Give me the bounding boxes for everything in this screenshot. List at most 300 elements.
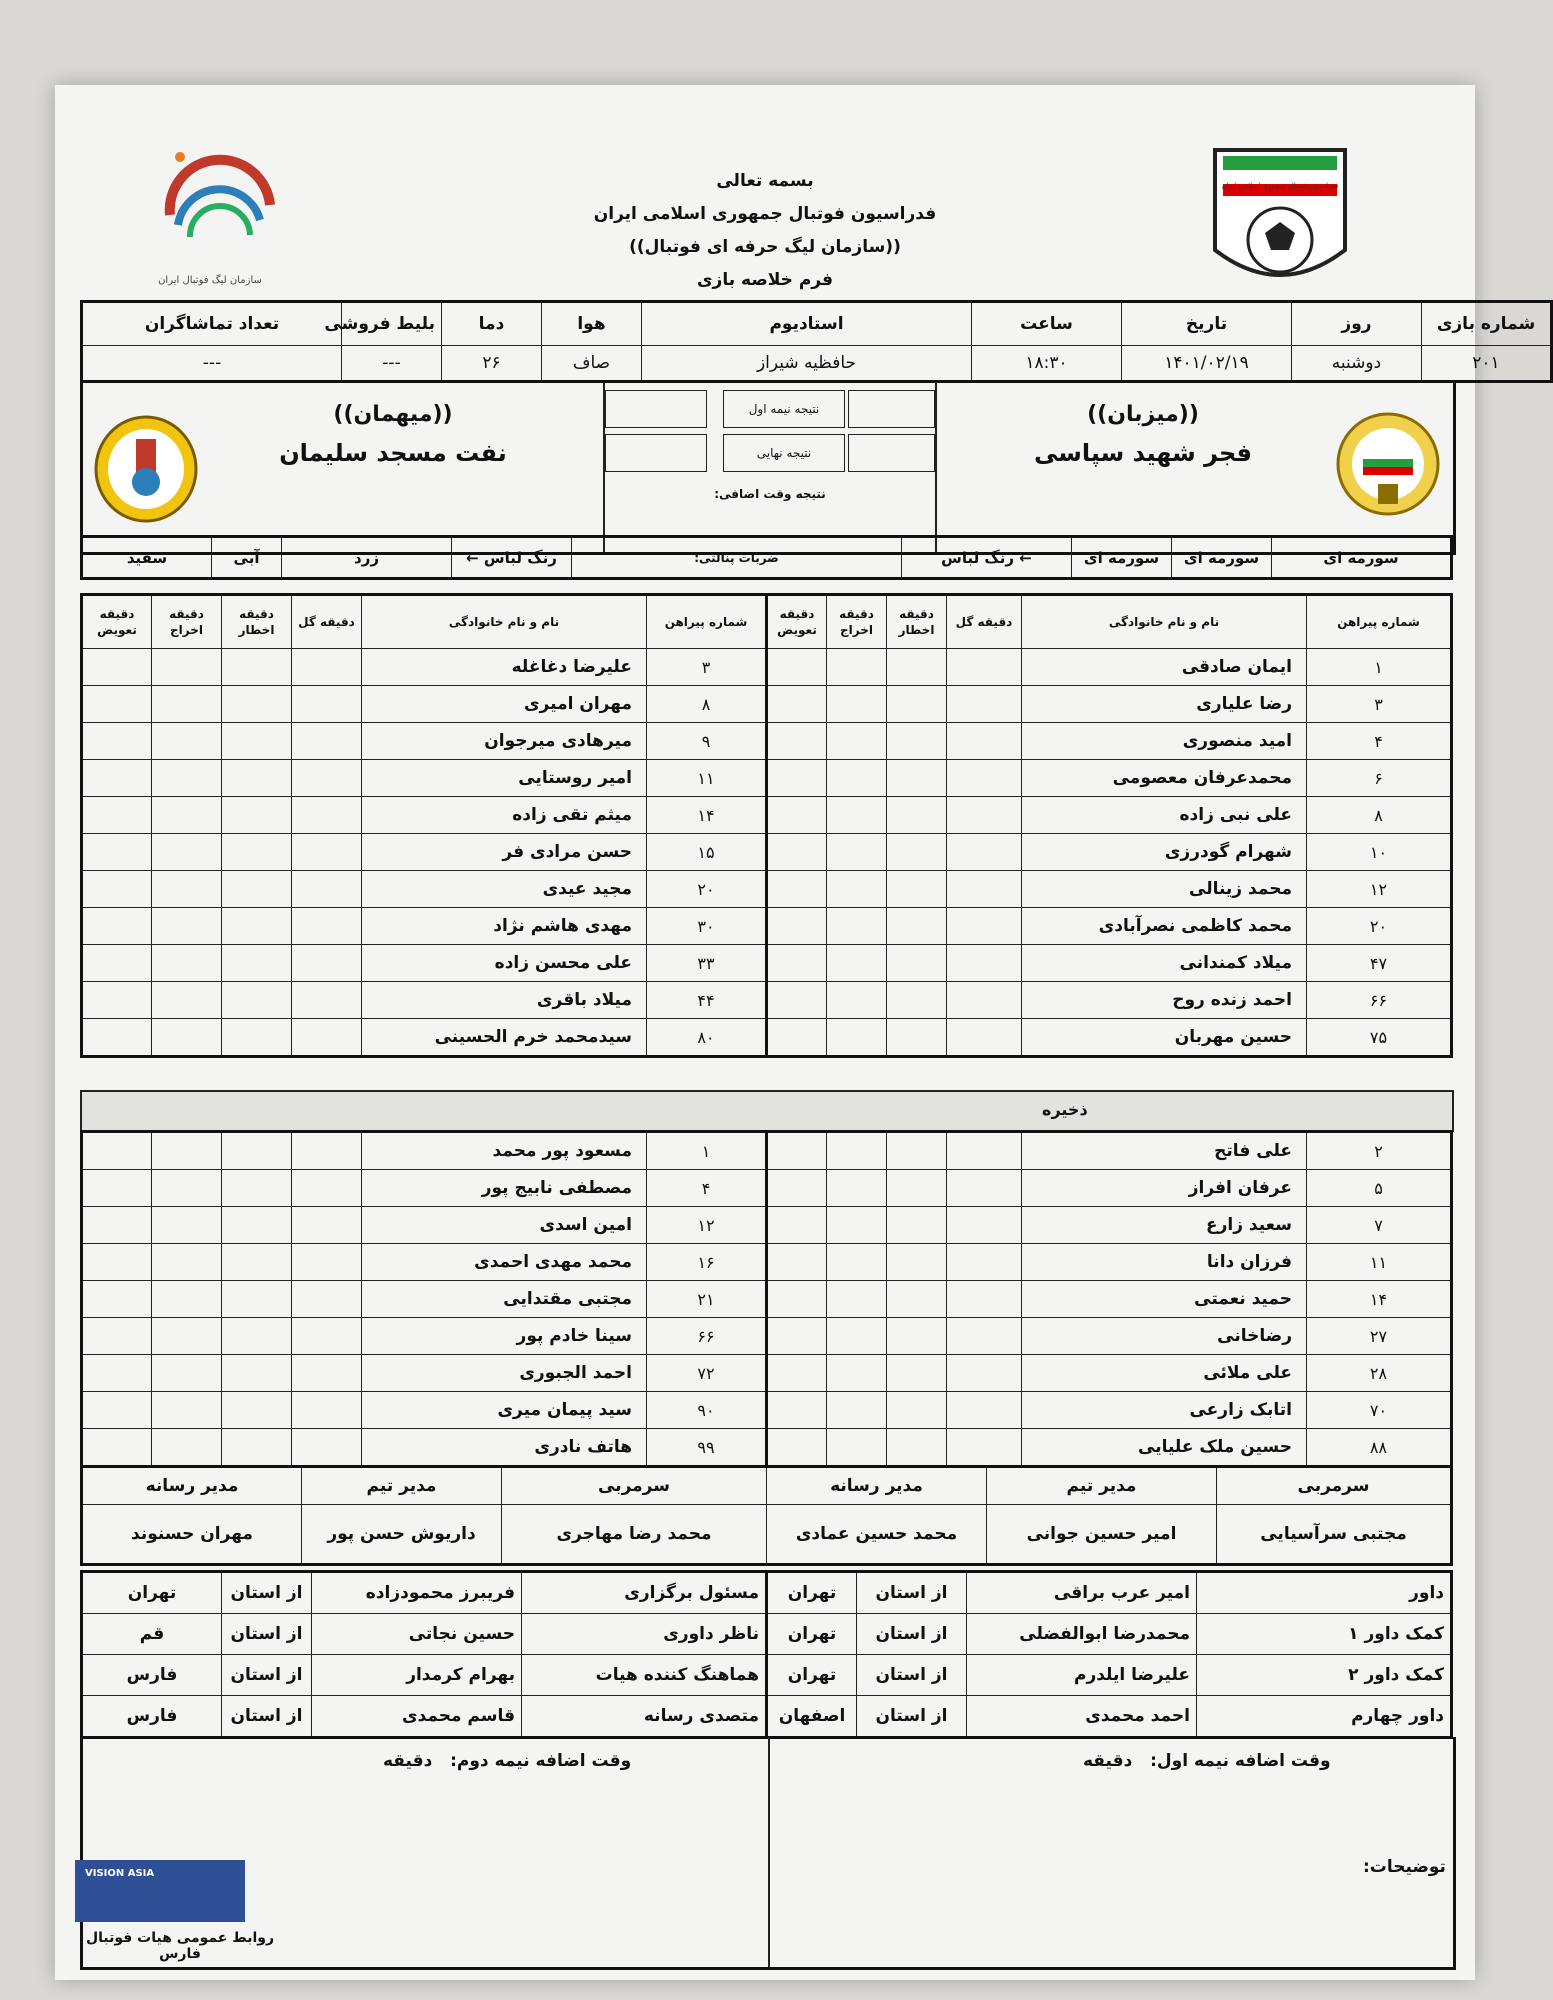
home-manager-name: امیر حسین جوانی xyxy=(987,1505,1217,1565)
home-player-number: ۳ xyxy=(1307,686,1452,723)
home-reserve-warn-cell xyxy=(887,1318,947,1355)
home-warn-cell xyxy=(887,797,947,834)
away-player-name: میرهادی میرجوان xyxy=(362,723,647,760)
away-reserve-player-name: امین اسدی xyxy=(362,1207,647,1244)
home-reserve-player-name: اتابک زارعی xyxy=(1022,1392,1307,1429)
home-kit-label: ← رنگ لباس xyxy=(902,537,1072,579)
away-player-number: ۲۰ xyxy=(647,871,767,908)
away-sendoff-cell xyxy=(152,1019,222,1057)
away-reserve-goal-cell xyxy=(292,1429,362,1467)
away-reserve-goal-cell xyxy=(292,1281,362,1318)
reserve-section-bar xyxy=(80,1090,1454,1132)
away-player-name: مجید عیدی xyxy=(362,871,647,908)
away-reserve-sendoff-cell xyxy=(152,1392,222,1429)
home-reserve-player-row xyxy=(767,1392,1452,1429)
away-reserve-sendoff-cell xyxy=(152,1318,222,1355)
home-reserve-player-name: سعید زارع xyxy=(1022,1207,1307,1244)
official-from: از استان xyxy=(222,1572,312,1614)
away-warn-cell xyxy=(222,760,292,797)
official-row xyxy=(82,1655,767,1696)
away-warn-cell xyxy=(222,723,292,760)
away-player-name: امیر روستایی xyxy=(362,760,647,797)
spectators-value: --- xyxy=(82,346,342,382)
away-player-row xyxy=(82,871,767,908)
home-goal-cell xyxy=(947,1019,1022,1057)
header-line-4: فرم خلاصه بازی xyxy=(696,270,834,290)
away-reserve-player-number: ۲۱ xyxy=(647,1281,767,1318)
match-no-value: ۲۰۱ xyxy=(1422,346,1552,382)
away-reserve-warn-cell xyxy=(222,1318,292,1355)
home-manager-label: مدیر تیم xyxy=(987,1467,1217,1505)
home-reserve-warn-cell xyxy=(887,1281,947,1318)
home-kit-color-3: سورمه ای xyxy=(1072,537,1172,579)
away-player-row xyxy=(82,1019,767,1057)
away-reserve-warn-cell xyxy=(222,1429,292,1467)
home-team-role: ((میزبان)) xyxy=(1087,402,1199,427)
away-warn-cell xyxy=(222,945,292,982)
away-sub-header: دقیقه تعویض xyxy=(82,595,152,649)
away-reserve-player-number: ۱ xyxy=(647,1132,767,1170)
home-player-name: علی نبی زاده xyxy=(1022,797,1307,834)
away-team-name: نفت مسجد سلیمان xyxy=(279,439,507,467)
away-player-number: ۴۴ xyxy=(647,982,767,1019)
away-player-name: میثم تقی زاده xyxy=(362,797,647,834)
away-reserve-player-row xyxy=(82,1318,767,1355)
away-reserve-sendoff-cell xyxy=(152,1429,222,1467)
home-media-label: مدیر رسانه xyxy=(767,1467,987,1505)
away-reserve-player-row xyxy=(82,1355,767,1392)
home-goal-cell xyxy=(947,797,1022,834)
away-player-number: ۳ xyxy=(647,649,767,686)
home-goal-cell xyxy=(947,723,1022,760)
home-player-name: رضا علیاری xyxy=(1022,686,1307,723)
away-goal-cell xyxy=(292,1019,362,1057)
home-media-name: محمد حسین عمادی xyxy=(767,1505,987,1565)
away-sendoff-cell xyxy=(152,686,222,723)
notes-label: توضیحات: xyxy=(1363,1857,1446,1877)
away-sub-cell xyxy=(82,908,152,945)
home-player-row xyxy=(767,982,1452,1019)
day-value: دوشنبه xyxy=(1292,346,1422,382)
home-warn-cell xyxy=(887,945,947,982)
header-line-2: فدراسیون فوتبال جمهوری اسلامی ایران xyxy=(593,204,937,224)
away-warn-cell xyxy=(222,871,292,908)
home-sendoff-cell xyxy=(827,1019,887,1057)
referee-row xyxy=(767,1655,1452,1696)
home-sendoff-cell xyxy=(827,797,887,834)
home-player-row xyxy=(767,686,1452,723)
away-starters-table xyxy=(80,593,768,1058)
temp-value: ۲۶ xyxy=(442,346,542,382)
official-row xyxy=(82,1572,767,1614)
away-sendoff-header: دقیقه اخراج xyxy=(152,595,222,649)
away-player-name: علیرضا دغاغله xyxy=(362,649,647,686)
home-sendoff-cell xyxy=(827,945,887,982)
away-sendoff-cell xyxy=(152,834,222,871)
away-media-name: مهران حسنوند xyxy=(82,1505,302,1565)
away-warn-header: دقیقه اخطار xyxy=(222,595,292,649)
home-warn-header: دقیقه اخطار xyxy=(887,595,947,649)
away-reserve-sendoff-cell xyxy=(152,1207,222,1244)
away-player-name: حسن مرادی فر xyxy=(362,834,647,871)
away-reserve-player-row xyxy=(82,1429,767,1467)
away-player-row xyxy=(82,834,767,871)
away-reserve-warn-cell xyxy=(222,1170,292,1207)
away-goal-cell xyxy=(292,871,362,908)
extra-time-second-unit: دقیقه xyxy=(383,1751,433,1771)
home-reserve-sub-cell xyxy=(767,1170,827,1207)
home-reserve-player-row xyxy=(767,1355,1452,1392)
away-reserve-player-number: ۹۰ xyxy=(647,1392,767,1429)
home-player-row xyxy=(767,797,1452,834)
home-reserve-player-number: ۷ xyxy=(1307,1207,1452,1244)
home-sendoff-cell xyxy=(827,834,887,871)
away-shirt-header: شماره پیراهن xyxy=(647,595,767,649)
referee-row xyxy=(767,1572,1452,1614)
extra-time-first xyxy=(1083,1751,1331,1771)
home-reserve-sendoff-cell xyxy=(827,1281,887,1318)
away-player-name: سیدمحمد خرم الحسینی xyxy=(362,1019,647,1057)
away-sendoff-cell xyxy=(152,649,222,686)
away-kit-color-2: آبی xyxy=(212,537,282,579)
home-reserve-goal-cell xyxy=(947,1170,1022,1207)
match-no-label: شماره بازی xyxy=(1422,302,1552,346)
away-reserve-player-name: سید پیمان میری xyxy=(362,1392,647,1429)
final-result-value xyxy=(848,434,935,472)
home-player-row xyxy=(767,1019,1452,1057)
stadium-label: استادیوم xyxy=(642,302,972,346)
away-player-number: ۱۴ xyxy=(647,797,767,834)
home-sendoff-cell xyxy=(827,908,887,945)
away-kit-label: رنگ لباس ← xyxy=(452,537,572,579)
home-reserve-warn-cell xyxy=(887,1244,947,1281)
home-reserve-sendoff-cell xyxy=(827,1244,887,1281)
official-role: مسئول برگزاری xyxy=(522,1572,767,1614)
home-reserve-sub-cell xyxy=(767,1318,827,1355)
home-warn-cell xyxy=(887,723,947,760)
home-player-number: ۱ xyxy=(1307,649,1452,686)
home-reserve-goal-cell xyxy=(947,1207,1022,1244)
away-sub-cell xyxy=(82,945,152,982)
official-name: قاسم محمدی xyxy=(312,1696,522,1738)
away-reserve-goal-cell xyxy=(292,1132,362,1170)
home-reserve-sendoff-cell xyxy=(827,1207,887,1244)
date-label: تاریخ xyxy=(1122,302,1292,346)
home-player-name: ایمان صادقی xyxy=(1022,649,1307,686)
extra-time-second xyxy=(383,1751,631,1771)
official-from: از استان xyxy=(222,1655,312,1696)
away-player-row xyxy=(82,686,767,723)
away-reserve-warn-cell xyxy=(222,1244,292,1281)
home-reserve-sendoff-cell xyxy=(827,1355,887,1392)
away-reserve-goal-cell xyxy=(292,1244,362,1281)
official-province: فارس xyxy=(82,1655,222,1696)
home-reserve-sub-cell xyxy=(767,1281,827,1318)
official-name: بهرام کرمدار xyxy=(312,1655,522,1696)
away-player-name: میلاد باقری xyxy=(362,982,647,1019)
referee-name: احمد محمدی xyxy=(967,1696,1197,1738)
home-reserve-warn-cell xyxy=(887,1170,947,1207)
referee-role: داور xyxy=(1197,1572,1452,1614)
home-goal-cell xyxy=(947,982,1022,1019)
home-player-row xyxy=(767,871,1452,908)
away-reserve-player-name: هاتف نادری xyxy=(362,1429,647,1467)
home-player-name: محمد کاظمی نصرآبادی xyxy=(1022,908,1307,945)
away-team-badge-icon xyxy=(91,404,201,524)
home-sub-cell xyxy=(767,723,827,760)
home-player-name: امید منصوری xyxy=(1022,723,1307,760)
official-province: فارس xyxy=(82,1696,222,1738)
home-sendoff-cell xyxy=(827,649,887,686)
away-reserve-goal-cell xyxy=(292,1207,362,1244)
home-player-row xyxy=(767,908,1452,945)
away-reserve-player-name: محمد مهدی احمدی xyxy=(362,1244,647,1281)
away-sub-cell xyxy=(82,982,152,1019)
away-reserve-sendoff-cell xyxy=(152,1170,222,1207)
home-reserve-player-number: ۱۴ xyxy=(1307,1281,1452,1318)
away-warn-cell xyxy=(222,649,292,686)
away-kit-color-3: سفید xyxy=(82,537,212,579)
home-reserve-player-number: ۷۰ xyxy=(1307,1392,1452,1429)
referee-from: از استان xyxy=(857,1696,967,1738)
away-sub-cell xyxy=(82,723,152,760)
home-player-number: ۴۷ xyxy=(1307,945,1452,982)
home-warn-cell xyxy=(887,982,947,1019)
away-warn-cell xyxy=(222,834,292,871)
away-sendoff-cell xyxy=(152,797,222,834)
stadium-value: حافظیه شیراز xyxy=(642,346,972,382)
away-manager-label: مدیر تیم xyxy=(302,1467,502,1505)
home-sub-cell xyxy=(767,834,827,871)
home-player-row xyxy=(767,945,1452,982)
home-reserve-sub-cell xyxy=(767,1132,827,1170)
home-player-name: حسین مهربان xyxy=(1022,1019,1307,1057)
away-sub-cell xyxy=(82,797,152,834)
away-sendoff-cell xyxy=(152,982,222,1019)
home-reserve-player-number: ۸۸ xyxy=(1307,1429,1452,1467)
away-reserve-sub-cell xyxy=(82,1392,152,1429)
home-reserve-player-name: علی فاتح xyxy=(1022,1132,1307,1170)
header-titles xyxy=(465,165,1065,297)
home-reserve-player-number: ۲۸ xyxy=(1307,1355,1452,1392)
away-goal-cell xyxy=(292,834,362,871)
footer-caption: روابط عمومی هیات فوتبال فارس xyxy=(85,1930,275,1962)
home-goal-cell xyxy=(947,945,1022,982)
home-reserve-player-name: رضاخانی xyxy=(1022,1318,1307,1355)
weather-label: هوا xyxy=(542,302,642,346)
home-reserve-player-row xyxy=(767,1244,1452,1281)
away-reserve-warn-cell xyxy=(222,1355,292,1392)
home-reserve-sendoff-cell xyxy=(827,1318,887,1355)
home-sub-cell xyxy=(767,871,827,908)
away-sub-cell xyxy=(82,1019,152,1057)
home-reserves-table xyxy=(765,1130,1453,1468)
reserve-label: ذخیره xyxy=(1042,1100,1088,1119)
away-player-number: ۹ xyxy=(647,723,767,760)
home-player-number: ۴ xyxy=(1307,723,1452,760)
away-reserve-sub-cell xyxy=(82,1429,152,1467)
home-player-row xyxy=(767,834,1452,871)
away-reserve-player-row xyxy=(82,1244,767,1281)
home-warn-cell xyxy=(887,871,947,908)
home-starters-table xyxy=(765,593,1453,1058)
home-sub-cell xyxy=(767,945,827,982)
referee-province: تهران xyxy=(767,1614,857,1655)
home-sub-cell xyxy=(767,760,827,797)
home-sendoff-cell xyxy=(827,723,887,760)
home-warn-cell xyxy=(887,686,947,723)
away-reserve-player-number: ۱۶ xyxy=(647,1244,767,1281)
away-sub-cell xyxy=(82,760,152,797)
officials-table xyxy=(80,1570,768,1739)
home-player-number: ۱۲ xyxy=(1307,871,1452,908)
home-goal-cell xyxy=(947,760,1022,797)
away-sub-cell xyxy=(82,834,152,871)
away-reserve-player-number: ۱۲ xyxy=(647,1207,767,1244)
away-player-name: مهدی هاشم نژاد xyxy=(362,908,647,945)
official-role: ناظر داوری xyxy=(522,1614,767,1655)
away-manager-name: داریوش حسن پور xyxy=(302,1505,502,1565)
away-media-label: مدیر رسانه xyxy=(82,1467,302,1505)
home-kit-color-2: سورمه ای xyxy=(1172,537,1272,579)
away-player-row xyxy=(82,945,767,982)
official-row xyxy=(82,1614,767,1655)
vision-asia-logo-text: VISION ASIA xyxy=(85,1868,155,1879)
away-player-number: ۸۰ xyxy=(647,1019,767,1057)
kit-row xyxy=(80,535,1453,580)
away-reserve-player-number: ۹۹ xyxy=(647,1429,767,1467)
home-player-number: ۶ xyxy=(1307,760,1452,797)
away-reserve-sendoff-cell xyxy=(152,1355,222,1392)
away-reserve-sub-cell xyxy=(82,1355,152,1392)
home-sendoff-cell xyxy=(827,760,887,797)
referee-role: کمک داور ۱ xyxy=(1197,1614,1452,1655)
away-team xyxy=(193,402,593,467)
away-goal-cell xyxy=(292,723,362,760)
home-reserve-goal-cell xyxy=(947,1355,1022,1392)
official-name: فریبرز محمودزاده xyxy=(312,1572,522,1614)
away-goal-cell xyxy=(292,760,362,797)
away-reserve-sub-cell xyxy=(82,1318,152,1355)
home-warn-cell xyxy=(887,760,947,797)
home-reserve-goal-cell xyxy=(947,1318,1022,1355)
final-result-value-away xyxy=(605,434,707,472)
away-goal-header: دقیقه گل xyxy=(292,595,362,649)
away-reserve-player-row xyxy=(82,1281,767,1318)
teams-block xyxy=(80,382,1456,555)
away-reserve-warn-cell xyxy=(222,1207,292,1244)
away-reserve-player-row xyxy=(82,1207,767,1244)
referees-table xyxy=(765,1570,1453,1739)
home-reserve-player-number: ۵ xyxy=(1307,1170,1452,1207)
home-player-name: احمد زنده روح xyxy=(1022,982,1307,1019)
home-sub-header: دقیقه تعویض xyxy=(767,595,827,649)
tickets-value: --- xyxy=(342,346,442,382)
away-player-row xyxy=(82,649,767,686)
home-reserve-player-name: حسین ملک علیایی xyxy=(1022,1429,1307,1467)
home-reserve-player-row xyxy=(767,1207,1452,1244)
home-sub-cell xyxy=(767,686,827,723)
final-result-label: نتیجه نهایی xyxy=(723,434,845,472)
away-reserve-player-name: مصطفی نابیج پور xyxy=(362,1170,647,1207)
home-player-name: میلاد کمندانی xyxy=(1022,945,1307,982)
away-reserve-sub-cell xyxy=(82,1281,152,1318)
home-player-name: شهرام گودرزی xyxy=(1022,834,1307,871)
home-kit-color-1: سورمه ای xyxy=(1272,537,1452,579)
home-sub-cell xyxy=(767,1019,827,1057)
away-sendoff-cell xyxy=(152,760,222,797)
away-reserve-player-number: ۴ xyxy=(647,1170,767,1207)
home-goal-cell xyxy=(947,871,1022,908)
away-goal-cell xyxy=(292,649,362,686)
away-sendoff-cell xyxy=(152,908,222,945)
date-value: ۱۴۰۱/۰۲/۱۹ xyxy=(1122,346,1292,382)
away-reserve-player-name: مجتبی مقتدایی xyxy=(362,1281,647,1318)
away-kit-color-1: زرد xyxy=(282,537,452,579)
away-team-role: ((میهمان)) xyxy=(333,402,453,427)
day-label: روز xyxy=(1292,302,1422,346)
home-reserve-warn-cell xyxy=(887,1132,947,1170)
half-result-value xyxy=(848,390,935,428)
penalty-label: ضربات پنالتی: xyxy=(572,537,902,579)
home-player-number: ۱۰ xyxy=(1307,834,1452,871)
home-reserve-goal-cell xyxy=(947,1392,1022,1429)
referee-from: از استان xyxy=(857,1572,967,1614)
away-warn-cell xyxy=(222,982,292,1019)
home-team-badge-icon xyxy=(1333,404,1443,524)
away-reserve-sub-cell xyxy=(82,1170,152,1207)
home-reserve-player-row xyxy=(767,1132,1452,1170)
away-goal-cell xyxy=(292,686,362,723)
away-reserve-sendoff-cell xyxy=(152,1132,222,1170)
home-sub-cell xyxy=(767,797,827,834)
away-player-name: علی محسن زاده xyxy=(362,945,647,982)
home-reserve-sub-cell xyxy=(767,1392,827,1429)
league-logo-icon xyxy=(150,145,290,285)
home-warn-cell xyxy=(887,908,947,945)
away-reserve-player-name: سینا خادم پور xyxy=(362,1318,647,1355)
home-reserve-player-row xyxy=(767,1170,1452,1207)
home-sendoff-header: دقیقه اخراج xyxy=(827,595,887,649)
home-warn-cell xyxy=(887,1019,947,1057)
away-reserve-goal-cell xyxy=(292,1392,362,1429)
away-reserve-warn-cell xyxy=(222,1281,292,1318)
home-reserve-player-name: فرزان دانا xyxy=(1022,1244,1307,1281)
home-sub-cell xyxy=(767,982,827,1019)
away-sub-cell xyxy=(82,649,152,686)
home-reserve-sendoff-cell xyxy=(827,1392,887,1429)
spectators-label: تعداد تماشاگران xyxy=(82,302,342,346)
home-team xyxy=(953,402,1333,467)
away-warn-cell xyxy=(222,908,292,945)
official-from: از استان xyxy=(222,1696,312,1738)
home-player-name: محمد زینالی xyxy=(1022,871,1307,908)
vision-asia-logo xyxy=(75,1860,245,1922)
home-player-row xyxy=(767,760,1452,797)
away-reserve-sub-cell xyxy=(82,1244,152,1281)
home-reserve-sub-cell xyxy=(767,1429,827,1467)
away-goal-cell xyxy=(292,797,362,834)
home-goal-cell xyxy=(947,908,1022,945)
home-reserve-warn-cell xyxy=(887,1429,947,1467)
extra-time-second-label: وقت اضافه نیمه دوم: xyxy=(450,1751,632,1771)
away-player-row xyxy=(82,908,767,945)
referee-name: محمدرضا ابوالفضلی xyxy=(967,1614,1197,1655)
away-coach-label: سرمربی xyxy=(502,1467,767,1505)
half-result-label: نتیجه نیمه اول xyxy=(723,390,845,428)
away-reserve-goal-cell xyxy=(292,1355,362,1392)
home-player-name: محمدعرفان معصومی xyxy=(1022,760,1307,797)
